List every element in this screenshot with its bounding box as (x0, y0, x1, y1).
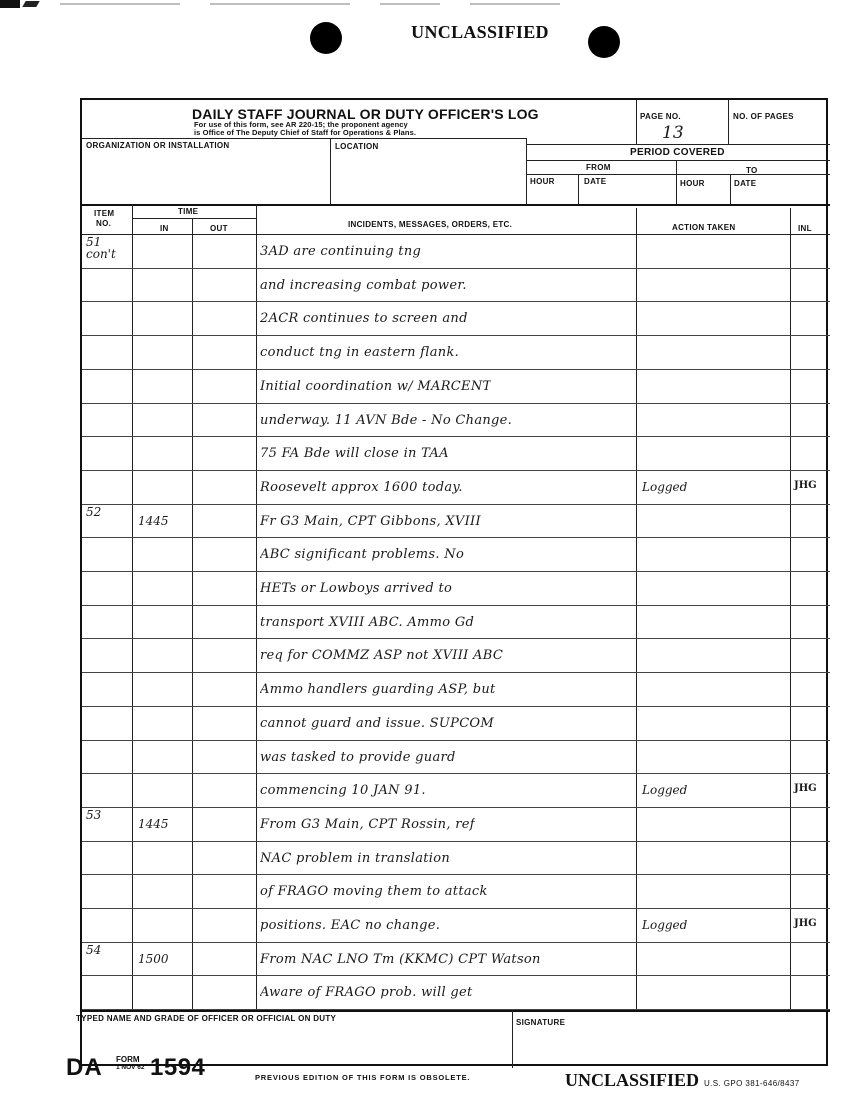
incident-text: conduct tng in eastern flank. (260, 345, 460, 361)
incident-text: was tasked to provide guard (260, 749, 456, 765)
scan-mark (22, 1, 39, 7)
incident-text: commencing 10 JAN 91. (260, 783, 426, 799)
row-line (82, 470, 830, 471)
incident-text: 75 FA Bde will close in TAA (260, 446, 449, 462)
form-subtitle-1: For use of this form, see AR 220-15; the proponent agency (194, 120, 408, 129)
row-line (82, 706, 830, 707)
action-taken: Logged (642, 783, 688, 798)
row-line (82, 504, 830, 505)
time-in: 1445 (138, 513, 169, 528)
time-label: TIME (178, 207, 199, 216)
item-no-label: NO. (96, 219, 112, 228)
incident-text: NAC problem in translation (260, 850, 451, 866)
row-line (82, 335, 830, 336)
incident-text: req for COMMZ ASP not XVIII ABC (260, 648, 504, 664)
row-line (82, 605, 830, 606)
incident-text: Ammo handlers guarding ASP, but (260, 682, 496, 698)
location-label: LOCATION (335, 142, 379, 151)
page-no-value: 13 (662, 123, 684, 143)
row-line (82, 403, 830, 404)
incident-text: 2ACR continues to screen and (260, 311, 468, 327)
row-line (82, 874, 830, 875)
incident-text: Initial coordination w/ MARCENT (260, 378, 492, 394)
footer-form-date: 1 NOV 62 (116, 1064, 145, 1071)
time-in: 1445 (138, 816, 169, 831)
initials: JHG (794, 479, 817, 491)
incident-text: of FRAGO moving them to attack (260, 884, 488, 900)
row-line (82, 942, 830, 943)
incident-text: positions. EAC no change. (260, 918, 441, 933)
item-no: 53 (86, 807, 102, 822)
row-line (82, 975, 830, 976)
no-of-pages-label: NO. OF PAGES (733, 112, 794, 121)
row-line (82, 841, 830, 842)
item-no: 54 (86, 942, 102, 957)
from-date-label: DATE (584, 177, 607, 186)
row-line (82, 672, 830, 673)
period-covered-label: PERIOD COVERED (630, 147, 725, 158)
incident-text: Fr G3 Main, CPT Gibbons, XVIII (260, 513, 481, 529)
action-taken: Logged (642, 918, 688, 932)
incident-text: ABC significant problems. No (260, 547, 465, 563)
footer-form-label: FORM (116, 1055, 140, 1064)
scan-mark (0, 0, 20, 8)
incident-text: Roosevelt approx 1600 today. (260, 479, 463, 495)
footer-previous-edition: PREVIOUS EDITION OF THIS FORM IS OBSOLETE. (255, 1073, 471, 1082)
row-line (82, 773, 830, 774)
row-line (82, 571, 830, 572)
row-line (82, 537, 830, 538)
incident-text: 3AD are continuing tng (260, 244, 422, 259)
incident-text: cannot guard and issue. SUPCOM (260, 715, 495, 731)
incident-text: and increasing combat power. (260, 277, 467, 293)
log-table (82, 234, 830, 1010)
to-label: TO (746, 166, 758, 175)
footer-da: DA (66, 1054, 103, 1081)
organization-label: ORGANIZATION OR INSTALLATION (86, 141, 230, 150)
journal-form (76, 98, 828, 1066)
incident-text: HETs or Lowboys arrived to (260, 581, 453, 596)
form-subtitle-2: is Office of The Deputy Chief of Staff for Operations & Plans. (194, 128, 417, 137)
typed-name-label: TYPED NAME AND GRADE OF OFFICER OR OFFICIAL ON DUTY (76, 1014, 337, 1023)
footer-form-word (116, 1056, 145, 1072)
incident-text: From NAC LNO Tm (KKMC) CPT Watson (260, 951, 541, 967)
item-no: 51 con't (86, 235, 116, 261)
time-out-label: OUT (210, 224, 228, 233)
row-line (82, 369, 830, 370)
incident-text: transport XVIII ABC. Ammo Gd (260, 614, 475, 630)
row-line (82, 268, 830, 269)
form-title: DAILY STAFF JOURNAL OR DUTY OFFICER'S LOG (192, 106, 539, 122)
row-line (82, 301, 830, 302)
row-line (82, 908, 830, 909)
inl-label: INL (798, 224, 812, 233)
row-line (82, 638, 830, 639)
page-no-label: PAGE NO. (640, 112, 681, 121)
classification-header: UNCLASSIFIED (411, 22, 549, 42)
incident-text: Aware of FRAGO prob. will get (260, 985, 473, 1001)
time-in: 1500 (138, 951, 169, 966)
to-date-label: DATE (734, 179, 757, 188)
incidents-label: INCIDENTS, MESSAGES, ORDERS, ETC. (348, 220, 513, 229)
scan-edge-noise (0, 0, 850, 14)
initials: JHG (794, 783, 817, 795)
from-label: FROM (586, 163, 611, 172)
initials: JHG (794, 918, 817, 929)
to-hour-label: HOUR (680, 179, 705, 188)
footer-gpo: U.S. GPO 381-646/8437 (704, 1079, 800, 1088)
row-line (82, 807, 830, 808)
row-line (82, 740, 830, 741)
classification-footer: UNCLASSIFIED (565, 1070, 700, 1090)
action-taken: Logged (642, 479, 688, 494)
item-label: ITEM (94, 209, 115, 218)
time-in-label: IN (160, 224, 169, 233)
item-no: 52 (86, 504, 102, 519)
incident-text: From G3 Main, CPT Rossin, ref (260, 816, 475, 832)
from-hour-label: HOUR (530, 177, 555, 186)
action-taken-label: ACTION TAKEN (672, 223, 736, 232)
footer-form-number: 1594 (150, 1054, 206, 1081)
incident-text: underway. 11 AVN Bde - No Change. (260, 412, 513, 428)
signature-label: SIGNATURE (516, 1018, 566, 1027)
row-line (82, 436, 830, 437)
